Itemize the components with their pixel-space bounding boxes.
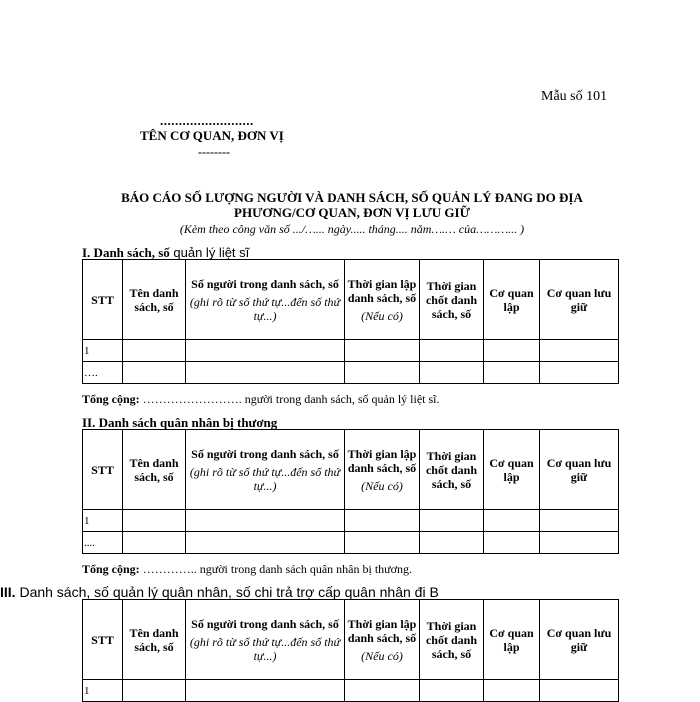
col-created-time: Thời gian lập danh sách, số (Nếu có) — [345, 600, 420, 680]
col-creating-agency: Cơ quan lập — [484, 430, 540, 510]
col-creating-agency: Cơ quan lập — [484, 260, 540, 340]
col-closing-time: Thời gian chốt danh sách, số — [420, 430, 484, 510]
table-header-row — [83, 600, 619, 680]
table-row — [83, 680, 619, 702]
agency-dots: ......................... — [160, 113, 254, 128]
col-storing-agency: Cơ quan lưu giữ — [540, 260, 619, 340]
form-number: Mẫu số 101 — [541, 89, 608, 104]
col-creating-agency: Cơ quan lập — [484, 600, 540, 680]
table-row — [83, 362, 619, 384]
col-closing-time: Thời gian chốt danh sách, số — [420, 260, 484, 340]
row-stt: 1 — [83, 340, 123, 362]
col-people-count: Số người trong danh sách, số (ghi rõ từ số thứ tự...đến số thứ tự...) — [186, 600, 345, 680]
row-stt: .... — [83, 532, 123, 554]
col-list-name: Tên danh sách, số — [123, 260, 186, 340]
section-3-heading: III. Danh sách, số quản lý quân nhân, số chi trả trợ cấp quân nhân đi B — [0, 584, 439, 600]
col-storing-agency: Cơ quan lưu giữ — [540, 430, 619, 510]
table-header-row — [83, 260, 619, 340]
col-stt: STT — [83, 600, 123, 680]
col-storing-agency: Cơ quan lưu giữ — [540, 600, 619, 680]
section-2-table — [82, 429, 619, 554]
table-row — [83, 510, 619, 532]
col-created-time: Thời gian lập danh sách, số (Nếu có) — [345, 260, 420, 340]
section-1-table — [82, 259, 619, 384]
col-list-name: Tên danh sách, số — [123, 430, 186, 510]
row-stt: 1 — [83, 510, 123, 532]
col-list-name: Tên danh sách, số — [123, 600, 186, 680]
table-row — [83, 532, 619, 554]
row-stt: …. — [83, 362, 123, 384]
section-1-heading: I. Danh sách, số quản lý liệt sĩ — [82, 245, 250, 260]
col-stt: STT — [83, 260, 123, 340]
agency-separator: -------- — [198, 145, 230, 159]
section-1-total: Tổng cộng: ……………………. người trong danh sách, số quản lý liệt sĩ. — [82, 392, 440, 406]
section-2-total: Tổng cộng: ………….. người trong danh sách quân nhân bị thương. — [82, 562, 413, 576]
report-title-line1: BÁO CÁO SỐ LƯỢNG NGƯỜI VÀ DANH SÁCH, SỐ QUẢN LÝ ĐANG DO ĐỊA — [121, 190, 583, 205]
col-closing-time: Thời gian chốt danh sách, số — [420, 600, 484, 680]
row-stt: 1 — [83, 680, 123, 702]
section-3-table — [82, 599, 619, 702]
col-people-count: Số người trong danh sách, số (ghi rõ từ số thứ tự...đến số thứ tự...) — [186, 430, 345, 510]
report-title-line2: PHƯƠNG/CƠ QUAN, ĐƠN VỊ LƯU GIỮ — [234, 205, 470, 220]
table-row — [83, 340, 619, 362]
col-created-time: Thời gian lập danh sách, số (Nếu có) — [345, 430, 420, 510]
col-people-count: Số người trong danh sách, số (ghi rõ từ số thứ tự...đến số thứ tự...) — [186, 260, 345, 340]
col-stt: STT — [83, 430, 123, 510]
report-subtitle: (Kèm theo công văn số .../…... ngày..... tháng.... năm….… của………... ) — [179, 222, 525, 236]
section-2-heading: II. Danh sách quân nhân bị thương — [82, 415, 278, 430]
table-header-row — [83, 430, 619, 510]
agency-name: TÊN CƠ QUAN, ĐƠN VỊ — [140, 128, 284, 143]
